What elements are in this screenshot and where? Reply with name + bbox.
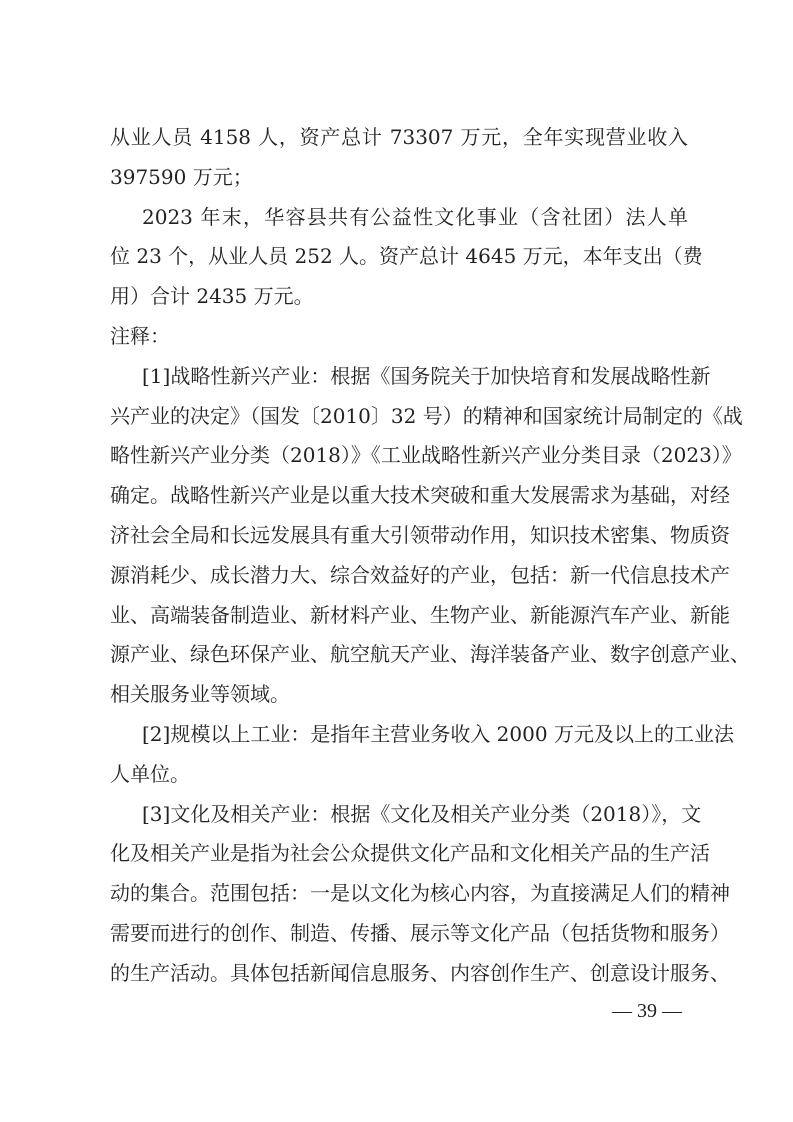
paragraph xyxy=(110,715,734,795)
text-line: 济社会全局和长远发展具有重大引领带动作用，知识技术密集、物质资 xyxy=(110,522,730,547)
text-line: 用）合计 2435 万元。 xyxy=(110,284,314,309)
text-line: 略性新兴产业分类（2018）》《工业战略性新兴产业分类目录（2023）》 xyxy=(110,443,742,468)
text-line: 兴产业的决定》（国发〔2010〕32 号）的精神和国家统计局制定的《战 xyxy=(110,403,743,428)
document-body xyxy=(110,118,750,994)
paragraph xyxy=(110,317,688,357)
text-line: 确定。战略性新兴产业是以重大技术突破和重大发展需求为基础，对经 xyxy=(110,483,730,508)
text-line: [1]战略性新兴产业：根据《国务院关于加快培育和发展战略性新 xyxy=(142,363,711,388)
text-line: 2023 年末，华容县共有公益性文化事业（含社团）法人单 xyxy=(142,204,688,229)
text-line: 源产业、绿色环保产业、航空航天产业、海洋装备产业、数字创意产业、 xyxy=(110,642,750,667)
text-line: 从业人员 4158 人，资产总计 73307 万元，全年实现营业收入 xyxy=(110,125,688,149)
text-line: 源消耗少、成长潜力大、综合效益好的产业，包括：新一代信息技术产 xyxy=(110,562,730,587)
text-line: 人单位。 xyxy=(110,761,190,786)
text-line: 注释： xyxy=(110,323,170,348)
paragraph xyxy=(110,198,703,317)
text-line: 需要而进行的创作、制造、传播、展示等文化产品（包括货物和服务） xyxy=(110,920,730,945)
paragraph xyxy=(110,118,688,198)
text-line: 的生产活动。具体包括新闻信息服务、内容创作生产、创意设计服务、 xyxy=(110,960,730,985)
text-line: 化及相关产业是指为社会公众提供文化产品和文化相关产品的生产活 xyxy=(110,841,710,866)
text-line: 业、高端装备制造业、新材料产业、生物产业、新能源汽车产业、新能 xyxy=(110,602,730,627)
text-line: 动的集合。范围包括：一是以文化为核心内容，为直接满足人们的精神 xyxy=(110,881,730,906)
text-line: [3]文化及相关产业：根据《文化及相关产业分类（2018）》，文 xyxy=(142,801,702,826)
text-line: 397590 万元； xyxy=(110,164,253,189)
text-line: 相关服务业等领域。 xyxy=(110,682,290,707)
text-line: 位 23 个，从业人员 252 人。资产总计 4645 万元，本年支出（费 xyxy=(110,244,703,269)
paragraph xyxy=(110,357,750,715)
page-number: — 39 — xyxy=(612,1000,682,1022)
text-line: [2]规模以上工业：是指年主营业务收入 2000 万元及以上的工业法 xyxy=(142,721,734,746)
paragraph xyxy=(110,795,730,994)
